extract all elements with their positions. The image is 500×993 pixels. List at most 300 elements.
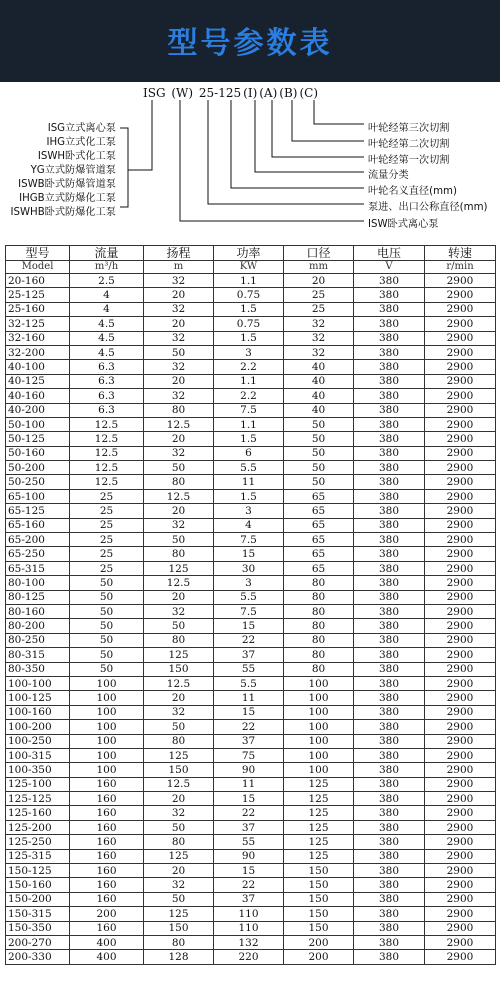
table-cell: 2900 (425, 561, 496, 575)
table-cell: 380 (354, 734, 425, 748)
table-cell: 32 (284, 317, 354, 331)
table-row (6, 389, 496, 403)
table-cell: 380 (354, 892, 425, 906)
table-cell: 2900 (425, 274, 496, 288)
table-cell: 2900 (425, 604, 496, 618)
table-cell: 0.75 (214, 288, 284, 302)
table-cell: 50 (144, 461, 214, 475)
table-cell: 5.5 (214, 590, 284, 604)
table-cell: 50 (284, 461, 354, 475)
table-cell: 150 (144, 921, 214, 935)
table-cell: 80 (144, 475, 214, 489)
table-cell: 100-250 (6, 734, 70, 748)
table-cell: 125 (284, 820, 354, 834)
table-cell: 50-250 (6, 475, 70, 489)
table-row (6, 892, 496, 906)
table-cell: 3 (214, 345, 284, 359)
table-header-row (6, 246, 496, 261)
table-cell: 2900 (425, 935, 496, 949)
table-cell: 40-160 (6, 389, 70, 403)
table-row (6, 648, 496, 662)
table-cell: 380 (354, 561, 425, 575)
table-cell: 65-160 (6, 518, 70, 532)
table-row (6, 561, 496, 575)
table-cell: 380 (354, 633, 425, 647)
table-cell: 80 (284, 648, 354, 662)
table-cell: 2900 (425, 374, 496, 388)
table-cell: 160 (70, 864, 144, 878)
table-cell: 100-100 (6, 676, 70, 690)
pump-type-label: IHG立式化工泵 (46, 137, 116, 148)
table-cell: 125-125 (6, 792, 70, 806)
table-cell: 7.5 (214, 604, 284, 618)
table-cell: 150 (144, 662, 214, 676)
table-cell: 32 (284, 331, 354, 345)
table-cell: 65-200 (6, 533, 70, 547)
table-cell: 5.5 (214, 676, 284, 690)
table-cell: 2900 (425, 619, 496, 633)
table-cell: 20 (284, 274, 354, 288)
table-cell: 32 (144, 604, 214, 618)
table-cell: 2900 (425, 864, 496, 878)
table-cell: 2.2 (214, 360, 284, 374)
table-cell: 200 (70, 907, 144, 921)
table-cell: 32 (144, 331, 214, 345)
table-cell: 100-160 (6, 705, 70, 719)
table-row (6, 446, 496, 460)
table-row (6, 345, 496, 359)
table-cell: 3 (214, 576, 284, 590)
table-cell: 6.3 (70, 360, 144, 374)
table-cell: 380 (354, 676, 425, 690)
table-cell: 2900 (425, 576, 496, 590)
table-cell: 380 (354, 849, 425, 863)
table-cell: 200 (284, 935, 354, 949)
table-cell: 50 (284, 475, 354, 489)
table-cell: 22 (214, 633, 284, 647)
table-cell: 12.5 (144, 489, 214, 503)
table-cell: 380 (354, 547, 425, 561)
model-code-part: ISG (143, 86, 166, 100)
table-cell: 380 (354, 921, 425, 935)
table-cell: 2900 (425, 489, 496, 503)
table-row (6, 274, 496, 288)
table-cell: 20 (144, 590, 214, 604)
table-cell: 1.5 (214, 331, 284, 345)
column-header: 转速 (425, 246, 496, 261)
table-cell: 380 (354, 907, 425, 921)
table-row (6, 950, 496, 964)
column-unit: m³/h (70, 261, 144, 274)
table-cell: 380 (354, 864, 425, 878)
table-cell: 150 (284, 864, 354, 878)
table-cell: 2900 (425, 518, 496, 532)
code-explanation-label: 叶轮经第一次切割 (368, 155, 450, 166)
table-cell: 220 (214, 950, 284, 964)
code-explanation-label: 叶轮经第三次切割 (368, 123, 450, 134)
table-cell: 12.5 (70, 461, 144, 475)
table-cell: 12.5 (144, 417, 214, 431)
table-cell: 2900 (425, 504, 496, 518)
table-cell: 380 (354, 475, 425, 489)
table-cell: 4.5 (70, 345, 144, 359)
table-cell: 380 (354, 288, 425, 302)
table-cell: 380 (354, 691, 425, 705)
table-cell: 80 (144, 633, 214, 647)
table-cell: 12.5 (70, 417, 144, 431)
table-cell: 6 (214, 446, 284, 460)
table-cell: 125-315 (6, 849, 70, 863)
table-cell: 12.5 (70, 446, 144, 460)
table-cell: 50 (284, 417, 354, 431)
table-cell: 40-125 (6, 374, 70, 388)
table-cell: 15 (214, 619, 284, 633)
table-row (6, 331, 496, 345)
table-cell: 160 (70, 878, 144, 892)
table-cell: 4 (70, 302, 144, 316)
table-cell: 125 (144, 648, 214, 662)
table-cell: 6.3 (70, 389, 144, 403)
table-cell: 50 (70, 633, 144, 647)
table-cell: 50 (144, 619, 214, 633)
table-cell: 100-200 (6, 720, 70, 734)
table-cell: 380 (354, 763, 425, 777)
table-cell: 200-270 (6, 935, 70, 949)
column-header: 电压 (354, 246, 425, 261)
table-cell: 400 (70, 935, 144, 949)
table-cell: 25 (70, 504, 144, 518)
table-cell: 380 (354, 648, 425, 662)
table-row (6, 835, 496, 849)
table-cell: 100 (70, 748, 144, 762)
pump-type-label: YG立式防爆管道泵 (30, 165, 116, 176)
table-cell: 150 (284, 907, 354, 921)
model-code-part: (B) (279, 86, 298, 100)
table-cell: 2900 (425, 892, 496, 906)
table-unit-row (6, 261, 496, 274)
table-cell: 40 (284, 360, 354, 374)
table-cell: 380 (354, 461, 425, 475)
table-row (6, 604, 496, 618)
pump-type-label: ISWB卧式防爆管道泵 (18, 179, 116, 190)
table-cell: 20 (144, 317, 214, 331)
table-cell: 2900 (425, 734, 496, 748)
table-cell: 380 (354, 446, 425, 460)
table-cell: 65 (284, 489, 354, 503)
table-row (6, 518, 496, 532)
table-cell: 50-125 (6, 432, 70, 446)
table-cell: 2900 (425, 633, 496, 647)
table-cell: 50 (70, 590, 144, 604)
table-cell: 1.5 (214, 302, 284, 316)
pump-type-label: ISG立式离心泵 (47, 123, 116, 134)
table-cell: 25 (284, 302, 354, 316)
table-cell: 150-160 (6, 878, 70, 892)
table-cell: 50 (144, 820, 214, 834)
pump-type-list (6, 122, 116, 220)
table-cell: 2900 (425, 720, 496, 734)
table-cell: 40 (284, 389, 354, 403)
table-row (6, 878, 496, 892)
table-cell: 50 (284, 446, 354, 460)
table-cell: 380 (354, 345, 425, 359)
table-cell: 12.5 (70, 432, 144, 446)
table-row (6, 792, 496, 806)
table-cell: 160 (70, 777, 144, 791)
table-cell: 50-100 (6, 417, 70, 431)
table-cell: 25 (70, 533, 144, 547)
table-cell: 65-125 (6, 504, 70, 518)
table-cell: 32 (144, 806, 214, 820)
table-cell: 65-250 (6, 547, 70, 561)
table-cell: 125 (284, 835, 354, 849)
table-cell: 380 (354, 374, 425, 388)
table-row (6, 374, 496, 388)
table-cell: 12.5 (144, 576, 214, 590)
table-cell: 2900 (425, 317, 496, 331)
table-cell: 100-315 (6, 748, 70, 762)
table-cell: 380 (354, 331, 425, 345)
table-cell: 11 (214, 691, 284, 705)
spec-table (5, 245, 496, 965)
table-cell: 6.3 (70, 403, 144, 417)
table-row (6, 907, 496, 921)
table-cell: 80-200 (6, 619, 70, 633)
table-cell: 380 (354, 417, 425, 431)
table-cell: 80 (284, 590, 354, 604)
table-cell: 3 (214, 504, 284, 518)
table-cell: 100 (284, 763, 354, 777)
table-cell: 380 (354, 878, 425, 892)
table-cell: 2900 (425, 662, 496, 676)
table-row (6, 691, 496, 705)
table-cell: 2900 (425, 835, 496, 849)
table-row (6, 676, 496, 690)
table-cell: 20 (144, 864, 214, 878)
table-cell: 160 (70, 849, 144, 863)
table-cell: 40-200 (6, 403, 70, 417)
table-cell: 200 (284, 950, 354, 964)
table-cell: 132 (214, 935, 284, 949)
table-cell: 128 (144, 950, 214, 964)
table-cell: 75 (214, 748, 284, 762)
table-row (6, 417, 496, 431)
table-cell: 2900 (425, 676, 496, 690)
model-code-part: (I) (243, 86, 258, 100)
table-row (6, 734, 496, 748)
table-cell: 1.5 (214, 489, 284, 503)
column-unit: Model (6, 261, 70, 274)
table-cell: 20 (144, 432, 214, 446)
table-cell: 100 (284, 734, 354, 748)
table-cell: 55 (214, 662, 284, 676)
code-explanation-label: 泵进、出口公称直径(mm) (368, 202, 488, 213)
table-cell: 90 (214, 849, 284, 863)
table-cell: 380 (354, 748, 425, 762)
table-cell: 2900 (425, 748, 496, 762)
pump-type-label: ISWH卧式化工泵 (37, 151, 116, 162)
column-unit: m (144, 261, 214, 274)
table-cell: 32 (144, 302, 214, 316)
table-cell: 55 (214, 835, 284, 849)
table-row (6, 662, 496, 676)
table-cell: 0.75 (214, 317, 284, 331)
table-cell: 12.5 (144, 777, 214, 791)
table-cell: 110 (214, 921, 284, 935)
table-cell: 37 (214, 734, 284, 748)
table-cell: 80 (144, 403, 214, 417)
table-cell: 380 (354, 619, 425, 633)
table-cell: 2900 (425, 691, 496, 705)
table-cell: 2900 (425, 533, 496, 547)
table-cell: 6.3 (70, 374, 144, 388)
table-cell: 80 (284, 633, 354, 647)
table-cell: 4 (70, 288, 144, 302)
code-explanation-label: 叶轮经第二次切割 (368, 139, 450, 150)
table-cell: 32 (144, 360, 214, 374)
table-cell: 2900 (425, 777, 496, 791)
table-cell: 20 (144, 691, 214, 705)
table-cell: 32 (144, 274, 214, 288)
table-cell: 50 (70, 619, 144, 633)
table-cell: 80-100 (6, 576, 70, 590)
table-cell: 125-200 (6, 820, 70, 834)
table-row (6, 432, 496, 446)
table-cell: 125 (144, 748, 214, 762)
table-row (6, 504, 496, 518)
table-cell: 2900 (425, 921, 496, 935)
table-cell: 20 (144, 374, 214, 388)
table-cell: 125 (284, 792, 354, 806)
table-cell: 100 (70, 705, 144, 719)
code-explanation-label: ISW卧式离心泵 (368, 219, 439, 230)
table-cell: 50 (70, 662, 144, 676)
table-cell: 32 (144, 389, 214, 403)
column-header: 口径 (284, 246, 354, 261)
table-cell: 150 (284, 921, 354, 935)
table-row (6, 317, 496, 331)
table-cell: 32 (144, 518, 214, 532)
table-cell: 380 (354, 820, 425, 834)
table-cell: 380 (354, 590, 425, 604)
table-cell: 2900 (425, 792, 496, 806)
table-cell: 100-125 (6, 691, 70, 705)
column-unit: r/min (425, 261, 496, 274)
table-cell: 65 (284, 518, 354, 532)
table-cell: 380 (354, 576, 425, 590)
table-cell: 380 (354, 302, 425, 316)
table-row (6, 864, 496, 878)
table-cell: 1.1 (214, 274, 284, 288)
table-cell: 150 (284, 892, 354, 906)
table-row (6, 489, 496, 503)
table-cell: 150-315 (6, 907, 70, 921)
table-cell: 32 (284, 345, 354, 359)
table-cell: 2900 (425, 590, 496, 604)
table-cell: 7.5 (214, 533, 284, 547)
column-unit: KW (214, 261, 284, 274)
table-cell: 2900 (425, 446, 496, 460)
table-cell: 125-160 (6, 806, 70, 820)
table-cell: 380 (354, 720, 425, 734)
table-cell: 380 (354, 806, 425, 820)
table-cell: 2900 (425, 648, 496, 662)
table-cell: 65-315 (6, 561, 70, 575)
table-cell: 150-125 (6, 864, 70, 878)
table-cell: 380 (354, 504, 425, 518)
table-cell: 2900 (425, 475, 496, 489)
table-cell: 380 (354, 792, 425, 806)
table-cell: 380 (354, 604, 425, 618)
table-row (6, 763, 496, 777)
table-cell: 160 (70, 820, 144, 834)
column-header: 型号 (6, 246, 70, 261)
table-cell: 150 (284, 878, 354, 892)
table-cell: 80 (284, 662, 354, 676)
table-cell: 37 (214, 892, 284, 906)
table-row (6, 720, 496, 734)
table-row (6, 705, 496, 719)
table-row (6, 475, 496, 489)
table-cell: 100 (70, 734, 144, 748)
table-cell: 380 (354, 518, 425, 532)
table-cell: 15 (214, 864, 284, 878)
table-cell: 40 (284, 374, 354, 388)
table-cell: 160 (70, 921, 144, 935)
table-cell: 380 (354, 432, 425, 446)
table-cell: 20 (144, 288, 214, 302)
table-cell: 2900 (425, 547, 496, 561)
table-row (6, 590, 496, 604)
table-cell: 380 (354, 403, 425, 417)
model-code-part: (A) (259, 86, 278, 100)
table-cell: 32 (144, 705, 214, 719)
table-cell: 50 (144, 533, 214, 547)
table-cell: 100 (70, 691, 144, 705)
table-cell: 380 (354, 777, 425, 791)
table-cell: 50 (144, 892, 214, 906)
table-cell: 80-160 (6, 604, 70, 618)
table-cell: 32-160 (6, 331, 70, 345)
table-cell: 65 (284, 533, 354, 547)
table-cell: 80-315 (6, 648, 70, 662)
table-cell: 100 (284, 705, 354, 719)
table-cell: 40 (284, 403, 354, 417)
table-cell: 22 (214, 878, 284, 892)
table-cell: 125 (144, 907, 214, 921)
table-cell: 380 (354, 935, 425, 949)
table-cell: 2900 (425, 403, 496, 417)
table-cell: 80-250 (6, 633, 70, 647)
table-cell: 15 (214, 705, 284, 719)
table-cell: 2900 (425, 389, 496, 403)
table-cell: 160 (70, 792, 144, 806)
table-cell: 50 (70, 648, 144, 662)
table-row (6, 302, 496, 316)
table-cell: 2.5 (70, 274, 144, 288)
table-cell: 22 (214, 806, 284, 820)
table-row (6, 806, 496, 820)
model-code-part: (C) (299, 86, 319, 100)
table-cell: 150 (144, 763, 214, 777)
table-cell: 4.5 (70, 317, 144, 331)
table-cell: 25 (70, 518, 144, 532)
table-cell: 25-160 (6, 302, 70, 316)
table-cell: 2900 (425, 705, 496, 719)
model-code-part: 25-125 (198, 86, 242, 100)
table-row (6, 633, 496, 647)
table-cell: 4.5 (70, 331, 144, 345)
